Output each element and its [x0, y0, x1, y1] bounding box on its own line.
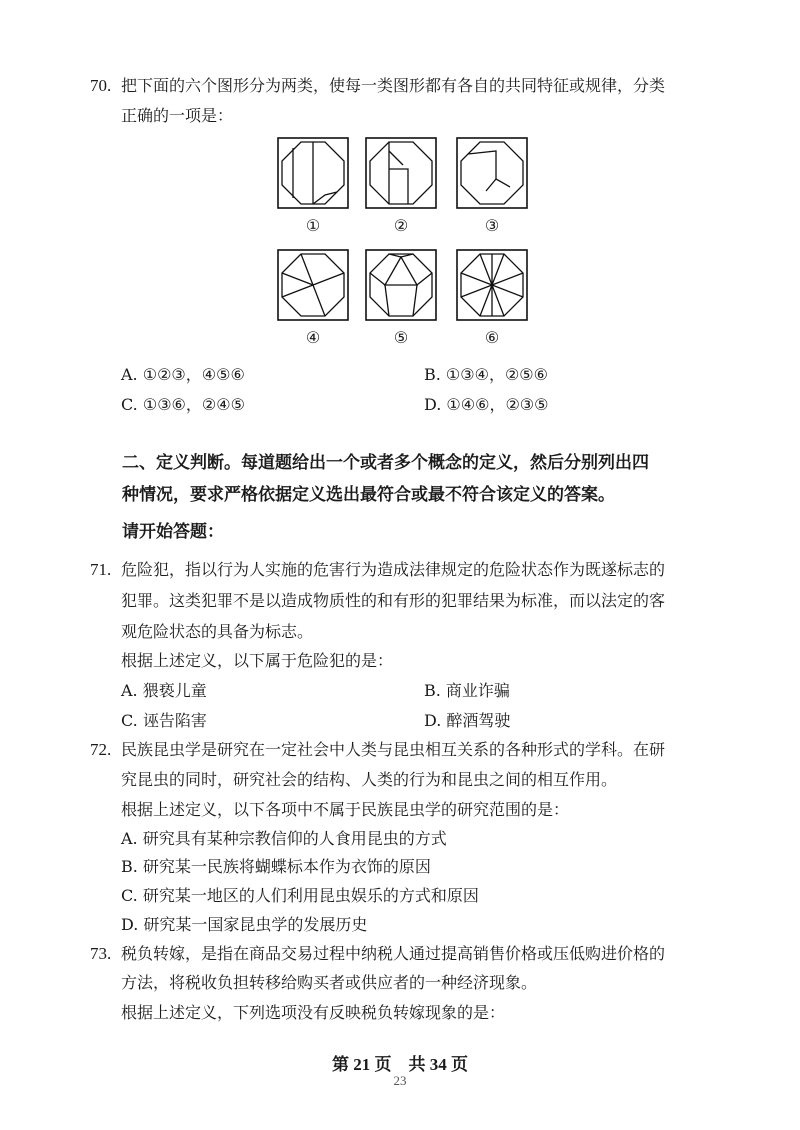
figure-label-3: ③ — [484, 216, 500, 235]
q71-option-b[interactable]: B. 商业诈骗 — [424, 681, 510, 700]
q72-text-line1: 民族昆虫学是研究在一定社会中人类与昆虫相互关系的各种形式的学科。在研 — [121, 740, 666, 759]
section-start-label: 请开始答题： — [122, 522, 224, 542]
figure-label-5: ⑤ — [393, 328, 409, 347]
figure-4 — [277, 249, 349, 321]
q71-option-a[interactable]: A. 猥亵儿童 — [121, 681, 207, 700]
q72-option-a[interactable]: A. 研究具有某种宗教信仰的人食用昆虫的方式 — [121, 829, 447, 848]
q72-option-b[interactable]: B. 研究某一民族将蝴蝶标本作为衣饰的原因 — [121, 857, 431, 876]
q73-text-line1: 税负转嫁，是指在商品交易过程中纳税人通过提高销售价格或压低购进价格的 — [121, 944, 666, 963]
figure-6 — [456, 249, 528, 321]
figure-2 — [365, 137, 437, 209]
footer-page-info: 第 21 页 共 34 页 — [332, 1055, 468, 1074]
q70-option-c[interactable]: C. ①③⑥，②④⑤ — [121, 395, 245, 414]
q71-text-line1: 危险犯，指以行为人实施的危害行为造成法律规定的危险状态作为既遂标志的 — [121, 560, 666, 579]
figure-1 — [277, 137, 349, 209]
q71-text-line3: 观危险状态的具备为标志。 — [121, 622, 314, 641]
figure-label-2: ② — [393, 216, 409, 235]
q71-option-c[interactable]: C. 诬告陷害 — [121, 711, 207, 730]
q70-number: 70. — [90, 76, 112, 95]
q72-prompt: 根据上述定义，以下各项中不属于民族昆虫学的研究范围的是： — [121, 800, 570, 819]
footer-page-number: 23 — [393, 1073, 407, 1088]
q72-option-d[interactable]: D. 研究某一国家昆虫学的发展历史 — [121, 915, 368, 934]
q71-number: 71. — [90, 560, 112, 579]
q70-text-line1: 把下面的六个图形分为两类，使每一类图形都有各自的共同特征或规律，分类 — [121, 76, 666, 95]
q71-prompt: 根据上述定义，以下属于危险犯的是： — [121, 651, 394, 670]
section-heading-line2: 种情况，要求严格依据定义选出最符合或最不符合该定义的答案。 — [122, 485, 615, 505]
q71-text-line2: 犯罪。这类犯罪不是以造成物质性的和有形的犯罪结果为标准，而以法定的客 — [121, 591, 666, 610]
q72-text-line2: 究昆虫的同时，研究社会的结构、人类的行为和昆虫之间的相互作用。 — [121, 770, 618, 789]
q73-number: 73. — [90, 944, 112, 963]
section-heading-line1: 二、定义判断。每道题给出一个或者多个概念的定义，然后分别列出四 — [122, 453, 649, 473]
q70-text-line2: 正确的一项是： — [121, 106, 234, 125]
figure-5 — [365, 249, 437, 321]
q72-number: 72. — [90, 740, 112, 759]
q72-option-c[interactable]: C. 研究某一地区的人们利用昆虫娱乐的方式和原因 — [121, 886, 479, 905]
figure-label-6: ⑥ — [484, 328, 500, 347]
figure-3 — [456, 137, 528, 209]
q73-prompt: 根据上述定义，下列选项没有反映税负转嫁现象的是： — [121, 1003, 506, 1022]
q70-option-b[interactable]: B. ①③④，②⑤⑥ — [424, 365, 548, 384]
figure-label-4: ④ — [305, 328, 321, 347]
q70-option-a[interactable]: A. ①②③，④⑤⑥ — [121, 365, 245, 384]
q73-text-line2: 方法，将税收负担转移给购买者或供应者的一种经济现象。 — [121, 973, 538, 992]
figure-label-1: ① — [305, 216, 321, 235]
q71-option-d[interactable]: D. 醉酒驾驶 — [424, 711, 511, 730]
q70-option-d[interactable]: D. ①④⑥，②③⑤ — [424, 395, 549, 414]
